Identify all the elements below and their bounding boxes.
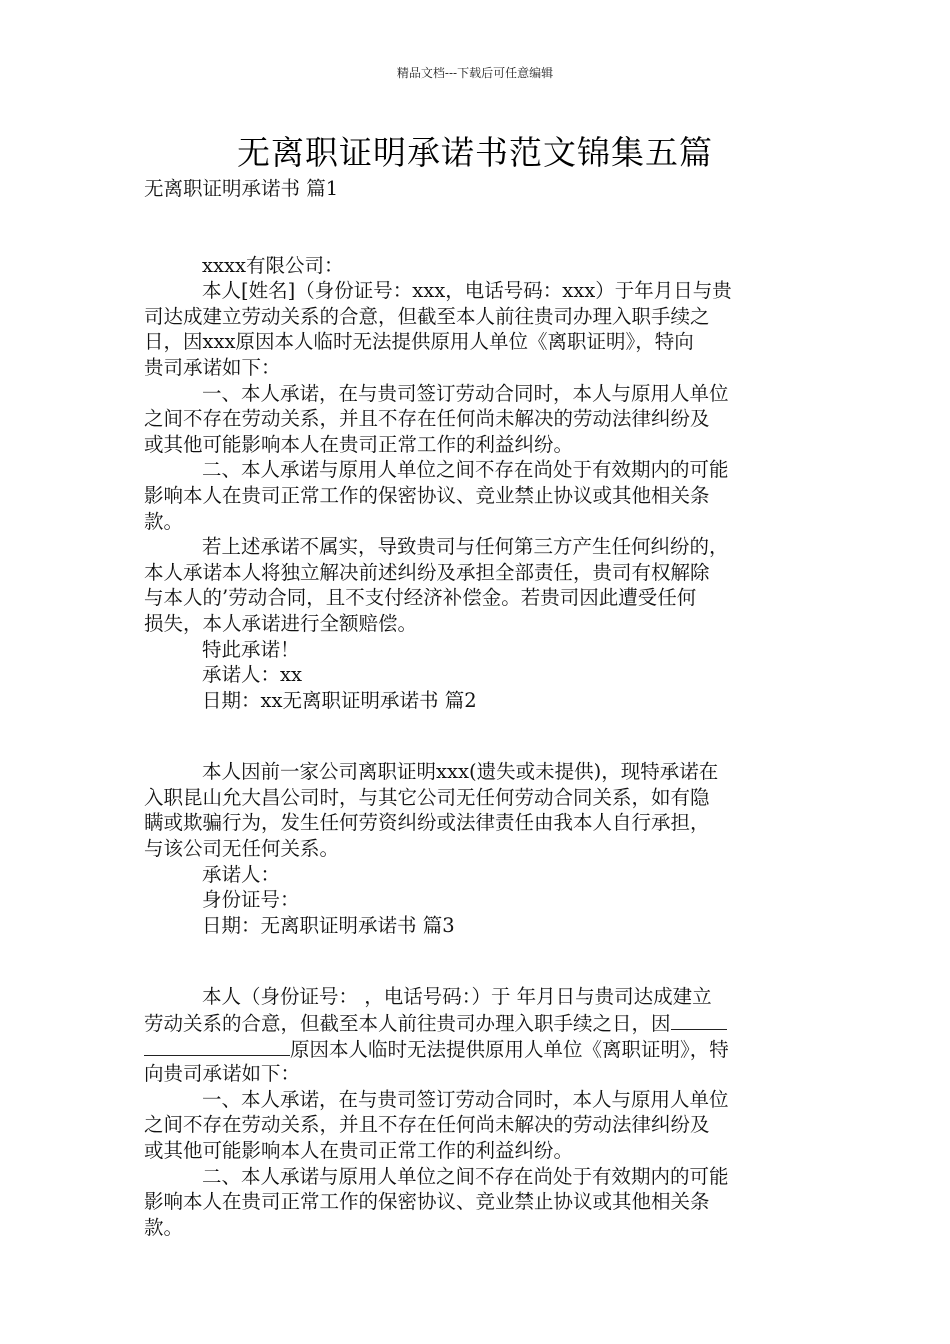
document-title: 无离职证明承诺书范文锦集五篇: [237, 133, 713, 172]
paragraph-line: 与该公司无任何关系。: [144, 837, 340, 861]
paragraph-line: 影响本人在贵司正常工作的保密协议、竞业禁止协议或其他相关条: [144, 1190, 710, 1214]
paragraph-line: 款。: [144, 509, 184, 533]
paragraph-text: 原因本人临时无法提供原用人单位《离职证明》，特: [290, 1037, 729, 1061]
paragraph-line: 向贵司承诺如下：: [144, 1062, 301, 1086]
paragraph-line: 日，因xxx原因本人临时无法提供原用人单位《离职证明》，特向: [144, 330, 694, 354]
document-body: [144, 176, 812, 1240]
paragraph-line: 或其他可能影响本人在贵司正常工作的利益纠纷。: [144, 1139, 574, 1162]
fill-in-blank: [144, 1036, 290, 1056]
paragraph-line: 之间不存在劳动关系，并且不存在任何尚未解决的劳动法律纠纷及: [144, 407, 710, 431]
paragraph-text: 劳动关系的合意，但截至本人前往贵司办理入职手续之日，因: [144, 1012, 671, 1036]
paragraph-line: 或其他可能影响本人在贵司正常工作的利益纠纷。: [144, 432, 574, 456]
paragraph-line: 本人因前一家公司离职证明xxx(遗失或未提供)，现特承诺在: [202, 760, 719, 784]
paragraph-line: [144, 1036, 812, 1062]
paragraph-line: 影响本人在贵司正常工作的保密协议、竞业禁止协议或其他相关条: [144, 483, 710, 507]
paragraph-line: 二、本人承诺与原用人单位之间不存在尚处于有效期内的可能: [202, 1164, 729, 1188]
paragraph-line: 瞒或欺骗行为，发生任何劳资纠纷或法律责任由我本人自行承担，: [144, 811, 710, 835]
paragraph-line: 本人承诺本人将独立解决前述纠纷及承担全部责任，贵司有权解除: [144, 560, 710, 584]
paragraph-line: 本人[姓名]（身份证号：xxx，电话号码：xxx）于年月日与贵: [202, 279, 732, 303]
paragraph-line: 二、本人承诺与原用人单位之间不存在尚处于有效期内的可能: [202, 458, 729, 482]
paragraph-line: 若上述承诺不属实，导致贵司与任何第三方产生任何纠纷的，: [202, 535, 729, 559]
paragraph-line: 司达成建立劳动关系的合意，但截至本人前往贵司办理入职手续之: [144, 304, 710, 328]
paragraph-line: xxxx有限公司：: [202, 253, 344, 277]
paragraph-line: 一、本人承诺，在与贵司签订劳动合同时，本人与原用人单位: [202, 1087, 729, 1111]
fill-in-blank: [671, 1010, 727, 1030]
paragraph-line: 一、本人承诺，在与贵司签订劳动合同时，本人与原用人单位: [202, 381, 729, 405]
paragraph-line: 之间不存在劳动关系，并且不存在任何尚未解决的劳动法律纠纷及: [144, 1113, 710, 1137]
header-note: 精品文档---下载后可任意编辑: [396, 66, 554, 80]
paragraph-line: 与本人的’劳动合同，且不支付经济补偿金。若贵司因此遭受任何: [144, 586, 697, 610]
paragraph-line: 入职昆山允大昌公司时，与其它公司无任何劳动合同关系，如有隐: [144, 785, 710, 809]
id-number-line: 身份证号：: [202, 888, 300, 912]
paragraph-line: 特此承诺！: [202, 637, 300, 661]
paragraph-line: 损失，本人承诺进行全额赔偿。: [144, 611, 418, 635]
section-heading: 无离职证明承诺书 篇1: [144, 177, 339, 200]
date-line: 日期：无离职证明承诺书 篇3: [202, 913, 455, 937]
signer-line: 承诺人：: [202, 862, 281, 886]
paragraph-line: 款。: [144, 1215, 184, 1239]
paragraph-line: 本人（身份证号： ，电话号码：）于 年月日与贵司达成建立: [202, 985, 712, 1009]
paragraph-line: [144, 1010, 812, 1036]
signer-line: 承诺人：xx: [202, 663, 302, 687]
paragraph-line: 贵司承诺如下：: [144, 355, 281, 379]
date-line: 日期：xx无离职证明承诺书 篇2: [202, 688, 477, 712]
